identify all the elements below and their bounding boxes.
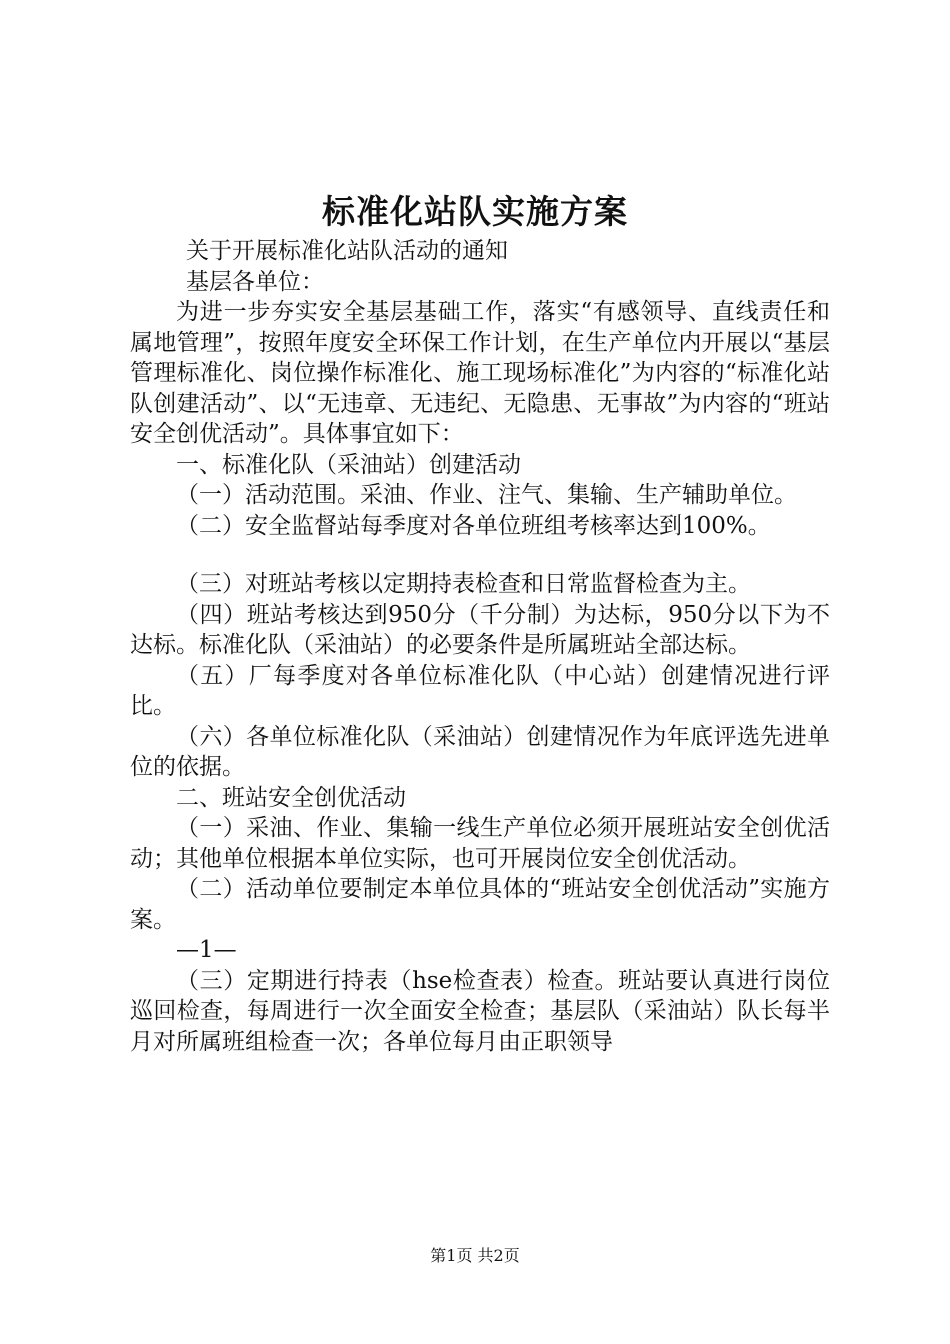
notice-heading: 关于开展标准化站队活动的通知: [186, 238, 508, 264]
item-1-3: （三）对班站考核以定期持表检查和日常监督检查为主。: [176, 571, 751, 597]
blank-line: [130, 541, 830, 569]
item-1-4: （四）班站考核达到950分（千分制）为达标，950分以下为不达标。标准化队（采油站）的必要条件是所属班站全部达标。: [130, 601, 830, 658]
page-footer: 第1页 共2页: [430, 1246, 520, 1265]
item-1-1: （一）活动范围。采油、作业、注气、集输、生产辅助单位。: [176, 482, 797, 508]
item-1-2: （二）安全监督站每季度对各单位班组考核率达到100%。: [176, 512, 771, 539]
document-body: [130, 236, 830, 1057]
salutation: 基层各单位：: [186, 268, 324, 295]
item-2-3: （三）定期进行持表（hse检查表）检查。班站要认真进行岗位巡回检查，每周进行一次全面安全检查；基层队（采油站）队长每半月对所属班组检查一次；各单位每月由正职领导: [130, 967, 830, 1055]
section-heading-1: 一、标准化队（采油站）创建活动: [176, 451, 521, 478]
inline-page-marker: —1—: [176, 937, 237, 963]
item-2-1: （一）采油、作业、集输一线生产单位必须开展班站安全创优活动；其他单位根据本单位实际，也可开展岗位安全创优活动。: [130, 815, 830, 872]
item-1-6: （六）各单位标准化队（采油站）创建情况作为年底评选先进单位的依据。: [130, 723, 830, 780]
item-1-5: （五）厂每季度对各单位标准化队（中心站）创建情况进行评比。: [130, 662, 830, 719]
item-2-2: （二）活动单位要制定本单位具体的“班站安全创优活动”实施方案。: [130, 876, 830, 933]
document-title: 标准化站队实施方案: [322, 192, 628, 231]
intro-paragraph: 为进一步夯实安全基层基础工作，落实“有感领导、直线责任和属地管理”，按照年度安全环保工作计划，在生产单位内开展以“基层管理标准化、岗位操作标准化、施工现场标准化”为内容的“标准化站队创建活动”、以“无违章、无违纪、无隐患、无事故”为内容的“班站安全创优活动”。具体事宜如下：: [130, 299, 830, 447]
section-heading-2: 二、班站安全创优活动: [176, 784, 406, 811]
